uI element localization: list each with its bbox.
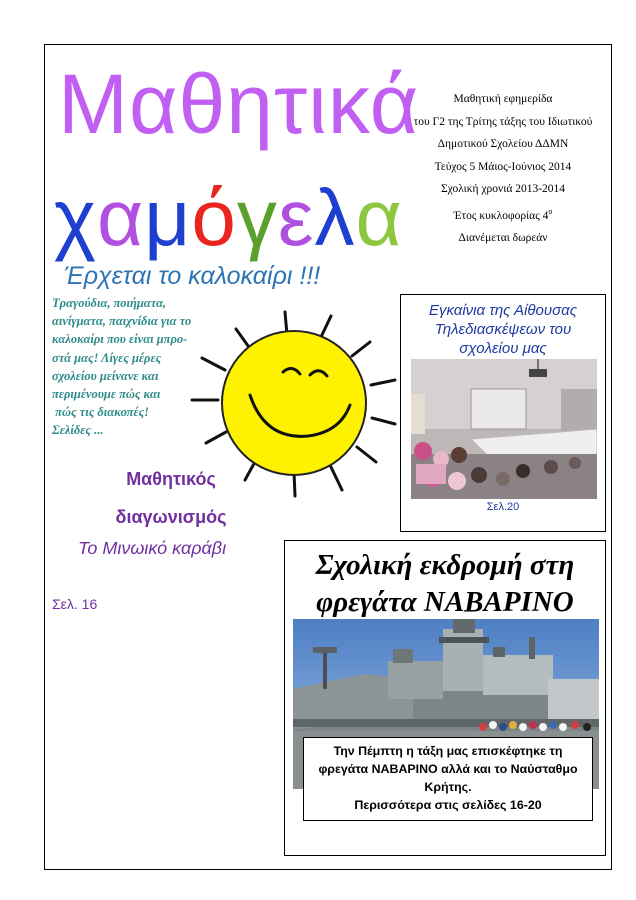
newspaper-title-line1: Μαθητικά [58, 57, 420, 151]
sun-ray [352, 342, 370, 356]
videoconference-room-photo [411, 359, 597, 499]
inauguration-page-reference: Σελ.20 [486, 501, 520, 513]
inauguration-title-line: Εγκαίνια της Αίθουσας [428, 302, 578, 319]
caption-line: Περισσότερα στις σελίδες 16-20 [354, 798, 542, 812]
sun-ray [331, 467, 342, 490]
masthead-line: του Γ2 της Τρίτης τάξης του Ιδιωτικού [413, 115, 593, 128]
sun-ray [371, 380, 395, 385]
student-contest-heading [76, 460, 266, 536]
masthead-year-superscript: ο [548, 206, 553, 216]
excursion-title-line: φρεγάτα ΝΑΒΑΡΙΝΟ [316, 586, 574, 618]
newspaper-title-line2 [54, 173, 403, 262]
contest-subtitle: Το Μινωικό καράβι [78, 538, 227, 558]
sun-ray [202, 358, 225, 370]
title-letter: α [355, 173, 403, 262]
intro-line: στά μας! Λίγες μέρες [52, 350, 162, 365]
contest-page-reference: Σελ. 16 [52, 596, 98, 612]
caption-line: φρεγάτα ΝΑΒΑΡΙΝΟ αλλά και το Ναύσταθμο [318, 762, 578, 776]
intro-line: περιμένουμε πώς και [52, 387, 161, 402]
caption-line: Την Πέμπτη η τάξη μας επισκέφτηκε τη [333, 744, 563, 758]
sun-ray [357, 447, 376, 462]
contest-line1: Μαθητικός [126, 469, 216, 489]
masthead-line: Δημοτικού Σχολείου ΔΔΜΝ [437, 138, 569, 150]
masthead-line: Σχολική χρονιά 2013-2014 [440, 183, 566, 195]
title-letter: ε [277, 173, 315, 262]
intro-line: Τραγούδια, ποιήματα, [52, 296, 167, 310]
excursion-title-line: Σχολική εκδρομή στη [315, 549, 575, 581]
excursion-caption [303, 737, 593, 821]
inauguration-title [401, 301, 605, 358]
intro-line: αινίγματα, παιχνίδια για το [52, 314, 192, 329]
inauguration-title-line: σχολείου μας [459, 340, 547, 357]
masthead-info [396, 88, 610, 249]
intro-line: Σελίδες ... [52, 423, 104, 438]
title-letter: μ [144, 173, 192, 262]
title-letter: χ [54, 173, 97, 262]
contest-line2: διαγωνισμός [115, 507, 227, 527]
title-letter: ό [191, 173, 237, 262]
summer-tagline: Έρχεται το καλοκαίρι !!! [64, 262, 321, 290]
masthead-line [396, 201, 610, 227]
sun-ray [372, 418, 395, 424]
sun-ray [206, 432, 226, 443]
masthead-line: Τεύχος 5 Μάιος-Ιούνιος 2014 [434, 160, 572, 173]
intro-line: σχολείου μείνανε και [52, 368, 159, 383]
masthead-line: Μαθητική εφημερίδα [453, 93, 553, 105]
intro-line: πώς τις διακοπές! [52, 405, 150, 420]
excursion-article-box [284, 540, 606, 856]
inauguration-title-line: Τηλεδιασκέψεων του [434, 321, 572, 338]
caption-line: Κρήτης. [424, 780, 472, 794]
sun-face [222, 331, 366, 475]
masthead-line: Διανέμεται δωρεάν [458, 231, 548, 244]
title-letter: λ [314, 173, 356, 262]
title-letter: γ [236, 173, 278, 262]
intro-line: καλοκαίρι που είναι μπρο- [52, 332, 188, 347]
inauguration-article-box [400, 294, 606, 532]
title-letter: α [97, 173, 145, 262]
excursion-title [285, 547, 605, 621]
sun-ray [321, 316, 331, 337]
masthead-year-text: Έτος κυκλοφορίας 4 [453, 209, 549, 222]
